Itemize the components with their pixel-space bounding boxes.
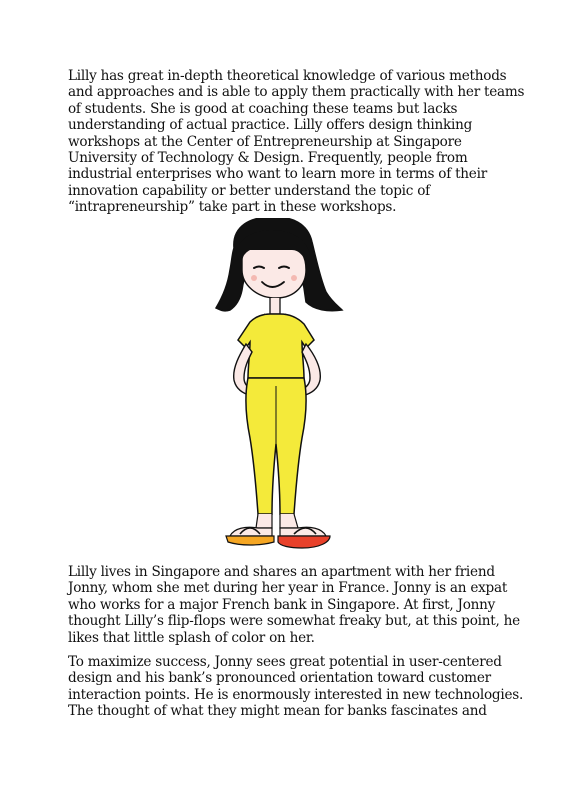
text-line: interaction points. He is enormously interested in new technologies.	[68, 686, 524, 703]
text-line: Jonny, whom she met during her year in France. Jonny is an expat	[68, 580, 508, 597]
text-line: design and his bank’s pronounced orientation toward customer	[68, 670, 491, 687]
right-ankle	[280, 514, 298, 528]
text-line: industrial enterprises who want to learn more in terms of their	[68, 166, 487, 183]
paragraph-lilly-jonny	[68, 564, 520, 646]
text-line: and approaches and is able to apply them practically with her teams	[68, 84, 525, 101]
paragraph-jonny-vision	[68, 654, 524, 720]
left-flip-flop-sole	[226, 536, 274, 545]
text-line: To maximize success, Jonny sees great potential in user-centered	[68, 654, 502, 670]
text-line: innovation capability or better understand the topic of	[68, 182, 430, 199]
text-line: “intrapreneurship” take part in these workshops.	[68, 199, 397, 216]
text-line: understanding of actual practice. Lilly offers design thinking	[68, 117, 473, 134]
left-cheek	[251, 275, 257, 281]
left-ankle	[256, 514, 272, 528]
face	[242, 246, 306, 298]
text-line: Lilly lives in Singapore and shares an apartment with her friend	[68, 564, 495, 580]
right-cheek	[291, 275, 297, 281]
lilly-illustration	[210, 218, 355, 558]
text-line: of students. She is good at coaching these teams but lacks	[68, 100, 458, 117]
neck	[270, 298, 280, 314]
paragraph-lilly-intro	[68, 68, 525, 216]
text-line: workshops at the Center of Entrepreneurship at Singapore	[68, 133, 462, 150]
text-line: The thought of what they might mean for banks fascinates and	[68, 703, 487, 720]
text-line: Lilly has great in-depth theoretical knowledge of various methods	[68, 68, 507, 84]
text-line: who works for a major French bank in Singapore. At first, Jonny	[68, 596, 496, 613]
text-line: likes that little splash of color on her.	[68, 629, 315, 646]
shirt	[238, 314, 314, 378]
right-flip-flop-sole	[278, 536, 330, 548]
text-line: thought Lilly’s flip-flops were somewhat freaky but, at this point, he	[68, 613, 520, 630]
text-line: University of Technology & Design. Frequently, people from	[68, 150, 468, 167]
